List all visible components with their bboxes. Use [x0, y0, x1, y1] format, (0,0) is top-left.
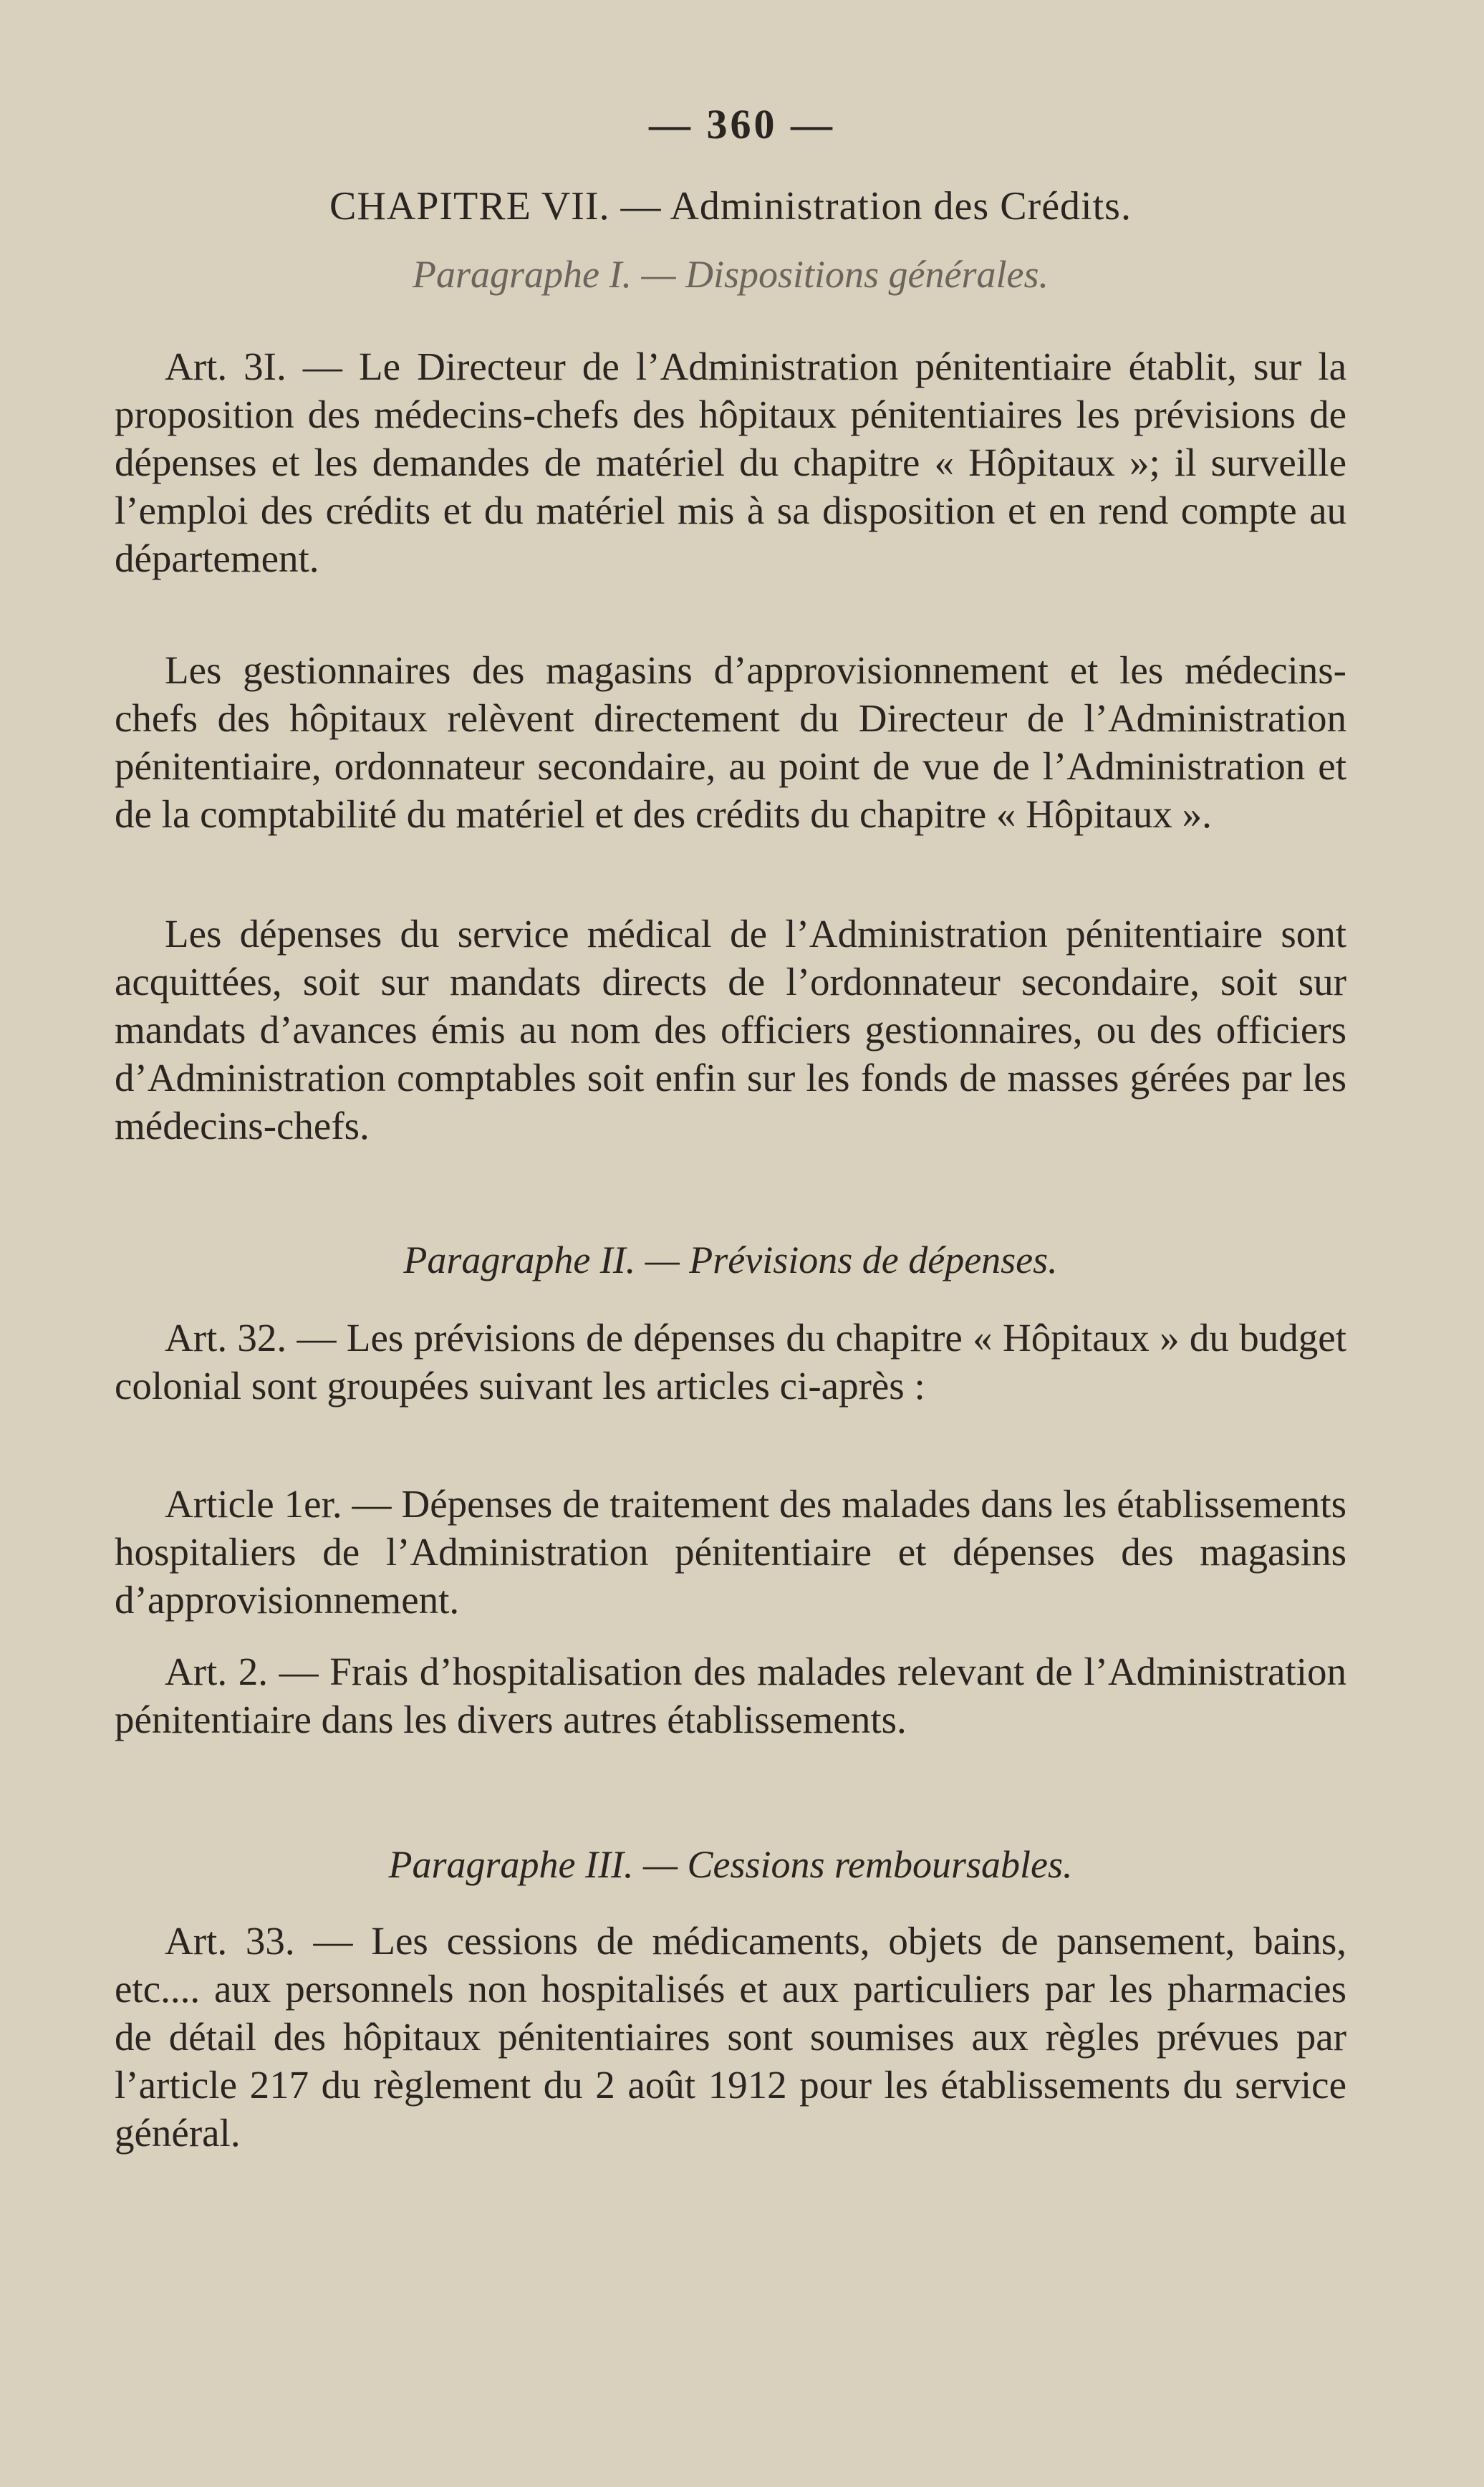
page-number: — 360 — — [649, 101, 835, 148]
chapter-title: CHAPITRE VII. — Administration des Crédits. — [329, 184, 1132, 229]
article-31-paragraph: Art. 3I. — Le Directeur de l’Administration pénitentiaire établit, sur la proposition des médecins-chefs des hôpitaux pénitentiaires les prévisions de dépenses et les demandes de matériel du chapitre « Hôpitaux »; il surveille l’emploi des crédits et du matériel mis à sa disposition et en rend compte au département. — [115, 345, 1346, 580]
section-heading-1: Paragraphe I. — Dispositions générales. — [413, 253, 1049, 296]
gestionnaires-paragraph: Les gestionnaires des magasins d’approvisionnement et les médecins-chefs des hôpitaux relèvent directement du Directeur de l’Administration pénitentiaire, ordonnateur secondaire, au point de vue de l’Administration et de la comptabilité du matériel et des crédits du chapitre « Hôpitaux ». — [115, 648, 1346, 836]
depenses-paragraph: Les dépenses du service médical de l’Administration pénitentiaire sont acquittées, soit sur mandats directs de l’ordonnateur secondaire, soit sur mandats d’avances émis au nom des officiers gestionnaires, ou des officiers d’Administration comptables soit enfin sur les fonds de masses gérées par les médecins-chefs. — [115, 912, 1346, 1148]
article-33-paragraph: Art. 33. — Les cessions de médicaments, objets de pansement, bains, etc.... aux personnels non hospitalisés et aux particuliers par les pharmacies de détail des hôpitaux pénitentiaires sont soumises aux règles prévues par l’article 217 du règlement du 2 août 1912 pour les établissements du service général. — [115, 1919, 1346, 2155]
section-heading-3: Paragraphe III. — Cessions remboursables. — [388, 1843, 1073, 1886]
section-heading-2: Paragraphe II. — Prévisions de dépenses. — [403, 1238, 1058, 1281]
article-32-paragraph: Art. 32. — Les prévisions de dépenses du chapitre « Hôpitaux » du budget colonial sont groupées suivant les articles ci-après : — [115, 1316, 1346, 1408]
article-2-paragraph: Art. 2. — Frais d’hospitalisation des malades relevant de l’Administration pénitentiaire dans les divers autres établissements. — [115, 1650, 1346, 1741]
article-1-paragraph: Article 1er. — Dépenses de traitement des malades dans les établissements hospitaliers de l’Administration pénitentiaire et dépenses des magasins d’approvisionnement. — [115, 1482, 1346, 1622]
